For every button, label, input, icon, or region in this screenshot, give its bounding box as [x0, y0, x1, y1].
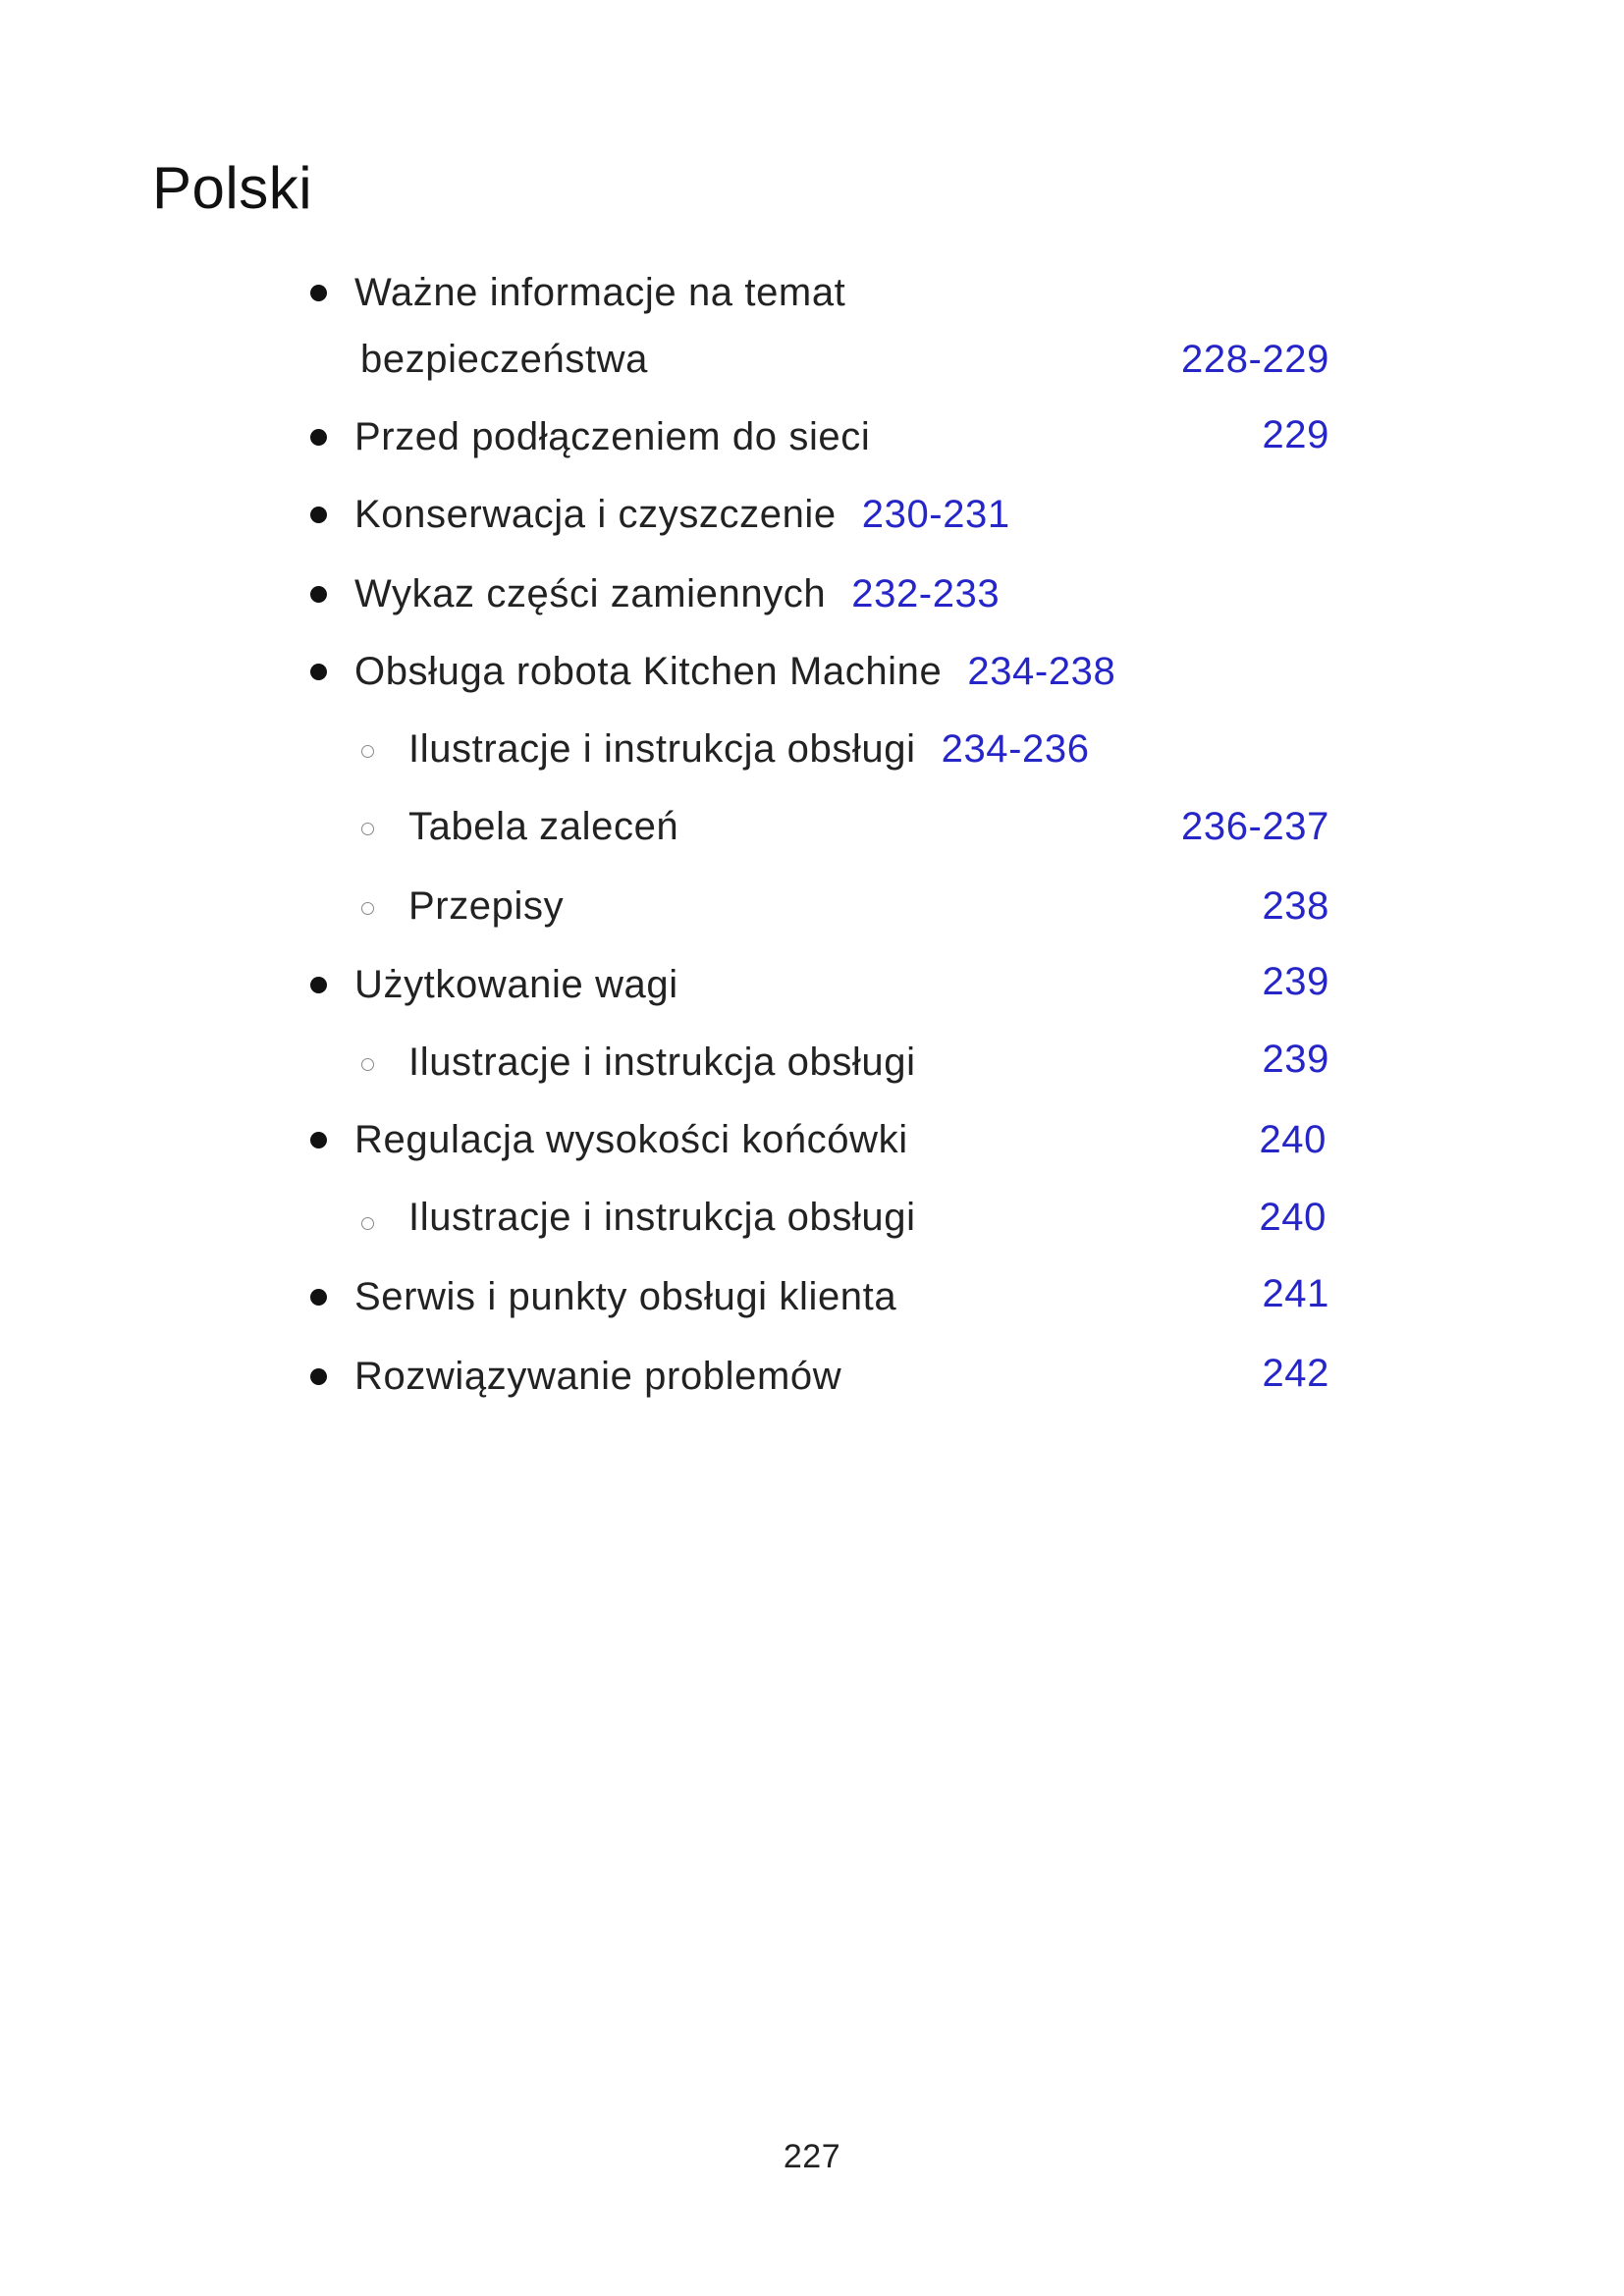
bullet-icon [310, 586, 327, 603]
toc-item-page[interactable]: 234-238 [967, 650, 1116, 693]
toc-subitem-page[interactable]: 234-236 [941, 727, 1090, 771]
hollow-bullet-icon [361, 745, 374, 758]
toc-subitem-label: Przepisy [408, 884, 565, 928]
page-number: 227 [783, 2138, 841, 2175]
page-title: Polski [152, 155, 313, 221]
bullet-icon [310, 429, 327, 446]
toc-item-label: Przed podłączeniem do sieci [354, 415, 871, 458]
toc-subitem-page[interactable]: 238 [1262, 884, 1329, 928]
toc-item-label: Rozwiązywanie problemów [354, 1355, 842, 1398]
toc-item-page[interactable]: 239 [1262, 960, 1329, 1003]
toc-subitem-page[interactable]: 236-237 [1181, 805, 1329, 848]
toc-subitem-page[interactable]: 240 [1259, 1196, 1326, 1239]
toc-item-label-line2: bezpieczeństwa [360, 338, 649, 381]
toc-item-page[interactable]: 241 [1262, 1272, 1329, 1315]
toc-item-label: Obsługa robota Kitchen Machine [354, 650, 943, 693]
toc-item-label: Wykaz części zamiennych [354, 572, 827, 615]
bullet-icon [310, 1289, 327, 1306]
toc-item-label: Serwis i punkty obsługi klienta [354, 1275, 897, 1318]
toc-item-page[interactable]: 230-231 [861, 493, 1010, 536]
hollow-bullet-icon [361, 1058, 374, 1071]
hollow-bullet-icon [361, 902, 374, 915]
toc-item-label: Użytkowanie wagi [354, 963, 678, 1006]
bullet-icon [310, 664, 327, 680]
hollow-bullet-icon [361, 823, 374, 835]
bullet-icon [310, 1368, 327, 1385]
toc-item-page[interactable]: 229 [1262, 413, 1329, 456]
toc-subitem-label: Ilustracje i instrukcja obsługi [408, 1041, 916, 1084]
bullet-icon [310, 977, 327, 993]
toc-subitem-page[interactable]: 239 [1262, 1038, 1329, 1081]
toc-item-label: Regulacja wysokości końcówki [354, 1118, 908, 1161]
toc-item-label: Ważne informacje na temat [354, 271, 846, 314]
toc-subitem-label: Ilustracje i instrukcja obsługi [408, 727, 916, 771]
toc-item-page[interactable]: 242 [1262, 1352, 1329, 1395]
bullet-icon [310, 285, 327, 301]
toc-subitem-label: Ilustracje i instrukcja obsługi [408, 1196, 916, 1239]
bullet-icon [310, 507, 327, 523]
toc-subitem-label: Tabela zaleceń [408, 805, 679, 848]
toc-item-page[interactable]: 240 [1259, 1118, 1326, 1161]
hollow-bullet-icon [361, 1217, 374, 1230]
toc-item-page[interactable]: 232-233 [851, 572, 1001, 615]
toc-item-label: Konserwacja i czyszczenie [354, 493, 837, 536]
bullet-icon [310, 1132, 327, 1148]
toc-item-page[interactable]: 228-229 [1181, 338, 1329, 381]
